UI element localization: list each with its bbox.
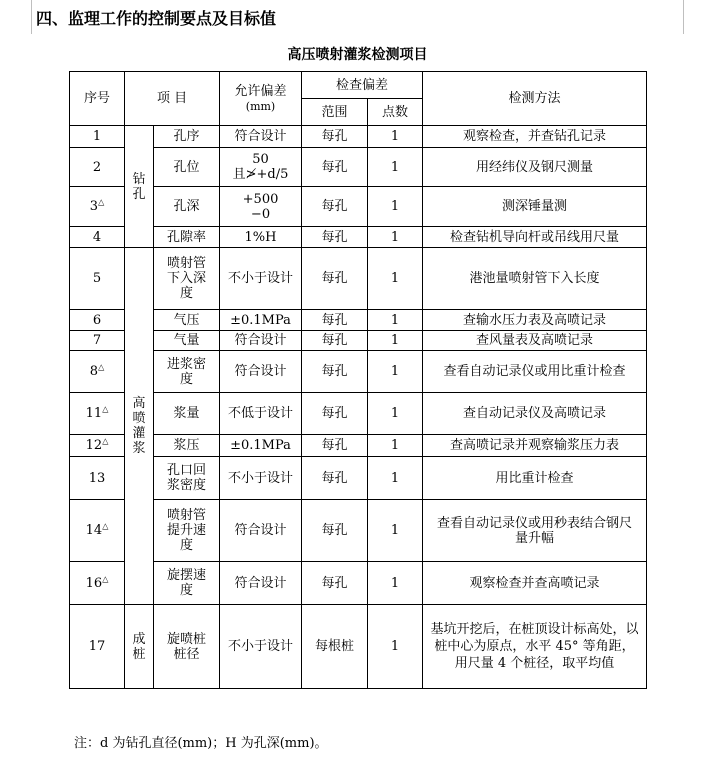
method-cell: 查自动记录仪及高喷记录 [423, 393, 647, 435]
scope-cell: 每孔 [302, 393, 368, 435]
points-cell: 1 [368, 457, 423, 500]
tolerance-cell: 50 且≯+d/5 [220, 148, 302, 187]
tolerance-cell: 符合设计 [220, 500, 302, 562]
header-tolerance-label: 允许偏差 [234, 83, 287, 99]
item-cell: 孔隙率 [154, 227, 220, 248]
points-cell: 1 [368, 351, 423, 393]
footnote: 注：d 为钻孔直径(mm)；H 为孔深(mm)。 [74, 736, 328, 751]
scope-cell: 每孔 [302, 457, 368, 500]
seq-cell: 3△ [70, 187, 125, 227]
points-cell: 1 [368, 393, 423, 435]
method-cell: 查看自动记录仪或用秒表结合钢尺量升幅 [423, 500, 647, 562]
points-cell: 1 [368, 148, 423, 187]
item-cell: 孔序 [154, 126, 220, 148]
header-row [70, 72, 647, 99]
item-cell: 浆压 [154, 435, 220, 457]
tolerance-cell: 符合设计 [220, 351, 302, 393]
seq-cell: 4 [70, 227, 125, 248]
item-cell: 浆量 [154, 393, 220, 435]
table-row [70, 126, 647, 148]
scope-cell: 每孔 [302, 562, 368, 605]
page-margin-right [683, 0, 684, 34]
scope-cell: 每孔 [302, 187, 368, 227]
item-cell: 喷射管下入深度 [154, 248, 220, 310]
scope-cell: 每孔 [302, 148, 368, 187]
scope-cell: 每孔 [302, 126, 368, 148]
points-cell: 1 [368, 500, 423, 562]
tolerance-cell: +500 −0 [220, 187, 302, 227]
tolerance-cell: 符合设计 [220, 331, 302, 351]
tolerance-cell: ±0.1MPa [220, 435, 302, 457]
method-cell: 观察检查并查高喷记录 [423, 562, 647, 605]
seq-cell: 2 [70, 148, 125, 187]
scope-cell: 每孔 [302, 248, 368, 310]
method-cell: 用经纬仪及钢尺测量 [423, 148, 647, 187]
item-cell: 旋摆速度 [154, 562, 220, 605]
header-method: 检测方法 [423, 72, 647, 126]
seq-cell: 5 [70, 248, 125, 310]
table-row [70, 331, 647, 351]
tolerance-cell: 1%H [220, 227, 302, 248]
scope-cell: 每孔 [302, 331, 368, 351]
header-points: 点数 [368, 99, 423, 126]
scope-cell: 每孔 [302, 351, 368, 393]
group-jet-grouting: 高喷灌浆 [125, 248, 154, 605]
seq-cell: 7 [70, 331, 125, 351]
seq-cell: 11△ [70, 393, 125, 435]
seq-cell: 16△ [70, 562, 125, 605]
method-cell: 港池量喷射管下入长度 [423, 248, 647, 310]
seq-cell: 12△ [70, 435, 125, 457]
points-cell: 1 [368, 187, 423, 227]
item-cell: 气压 [154, 310, 220, 331]
header-seq: 序号 [70, 72, 125, 126]
header-tolerance [220, 72, 302, 126]
method-cell: 查输水压力表及高喷记录 [423, 310, 647, 331]
header-tolerance-unit: (mm) [245, 99, 276, 113]
scope-cell: 每孔 [302, 310, 368, 331]
table-row [70, 227, 647, 248]
item-cell: 旋喷桩桩径 [154, 605, 220, 689]
table-row [70, 435, 647, 457]
item-cell: 孔位 [154, 148, 220, 187]
item-cell: 孔口回浆密度 [154, 457, 220, 500]
method-cell: 观察检查，并查钻孔记录 [423, 126, 647, 148]
points-cell: 1 [368, 310, 423, 331]
tolerance-cell: 不小于设计 [220, 605, 302, 689]
item-cell: 孔深 [154, 187, 220, 227]
method-cell: 测深锤量测 [423, 187, 647, 227]
inspection-table [69, 71, 647, 689]
table-row [70, 605, 647, 689]
group-pile: 成桩 [125, 605, 154, 689]
method-cell: 用比重计检查 [423, 457, 647, 500]
tolerance-cell: 不低于设计 [220, 393, 302, 435]
points-cell: 1 [368, 605, 423, 689]
item-cell: 进浆密度 [154, 351, 220, 393]
seq-cell: 6 [70, 310, 125, 331]
tolerance-cell: 符合设计 [220, 126, 302, 148]
table-row [70, 393, 647, 435]
method-cell: 检查钻机导向杆或吊线用尺量 [423, 227, 647, 248]
method-cell: 基坑开挖后，在桩顶设计标高处，以桩中心为原点，水平 45° 等角距，用尺量 4 个桩径，取平均值 [423, 605, 647, 689]
points-cell: 1 [368, 248, 423, 310]
seq-cell: 17 [70, 605, 125, 689]
table-row [70, 500, 647, 562]
tolerance-cell: 符合设计 [220, 562, 302, 605]
scope-cell: 每孔 [302, 227, 368, 248]
method-cell: 查风量表及高喷记录 [423, 331, 647, 351]
header-scope: 范围 [302, 99, 368, 126]
tolerance-cell: 不小于设计 [220, 248, 302, 310]
table-row [70, 310, 647, 331]
table-row [70, 562, 647, 605]
table-row [70, 248, 647, 310]
points-cell: 1 [368, 435, 423, 457]
seq-cell: 14△ [70, 500, 125, 562]
method-cell: 查高喷记录并观察输浆压力表 [423, 435, 647, 457]
page-margin-left [31, 0, 32, 34]
tolerance-cell: 不小于设计 [220, 457, 302, 500]
item-cell: 喷射管提升速度 [154, 500, 220, 562]
seq-cell: 8△ [70, 351, 125, 393]
header-item: 项 目 [125, 72, 220, 126]
table-title: 高压喷射灌浆检测项目 [287, 47, 428, 63]
header-check-deviation: 检查偏差 [302, 72, 423, 99]
tolerance-cell: ±0.1MPa [220, 310, 302, 331]
section-heading: 四、监理工作的控制要点及目标值 [36, 9, 277, 28]
table-row [70, 457, 647, 500]
points-cell: 1 [368, 331, 423, 351]
method-cell: 查看自动记录仪或用比重计检查 [423, 351, 647, 393]
scope-cell: 每孔 [302, 500, 368, 562]
table-row [70, 187, 647, 227]
scope-cell: 每根桩 [302, 605, 368, 689]
table-row [70, 148, 647, 187]
points-cell: 1 [368, 562, 423, 605]
seq-cell: 13 [70, 457, 125, 500]
group-drilling: 钻孔 [125, 126, 154, 248]
seq-cell: 1 [70, 126, 125, 148]
scope-cell: 每孔 [302, 435, 368, 457]
points-cell: 1 [368, 126, 423, 148]
item-cell: 气量 [154, 331, 220, 351]
table-row [70, 351, 647, 393]
points-cell: 1 [368, 227, 423, 248]
